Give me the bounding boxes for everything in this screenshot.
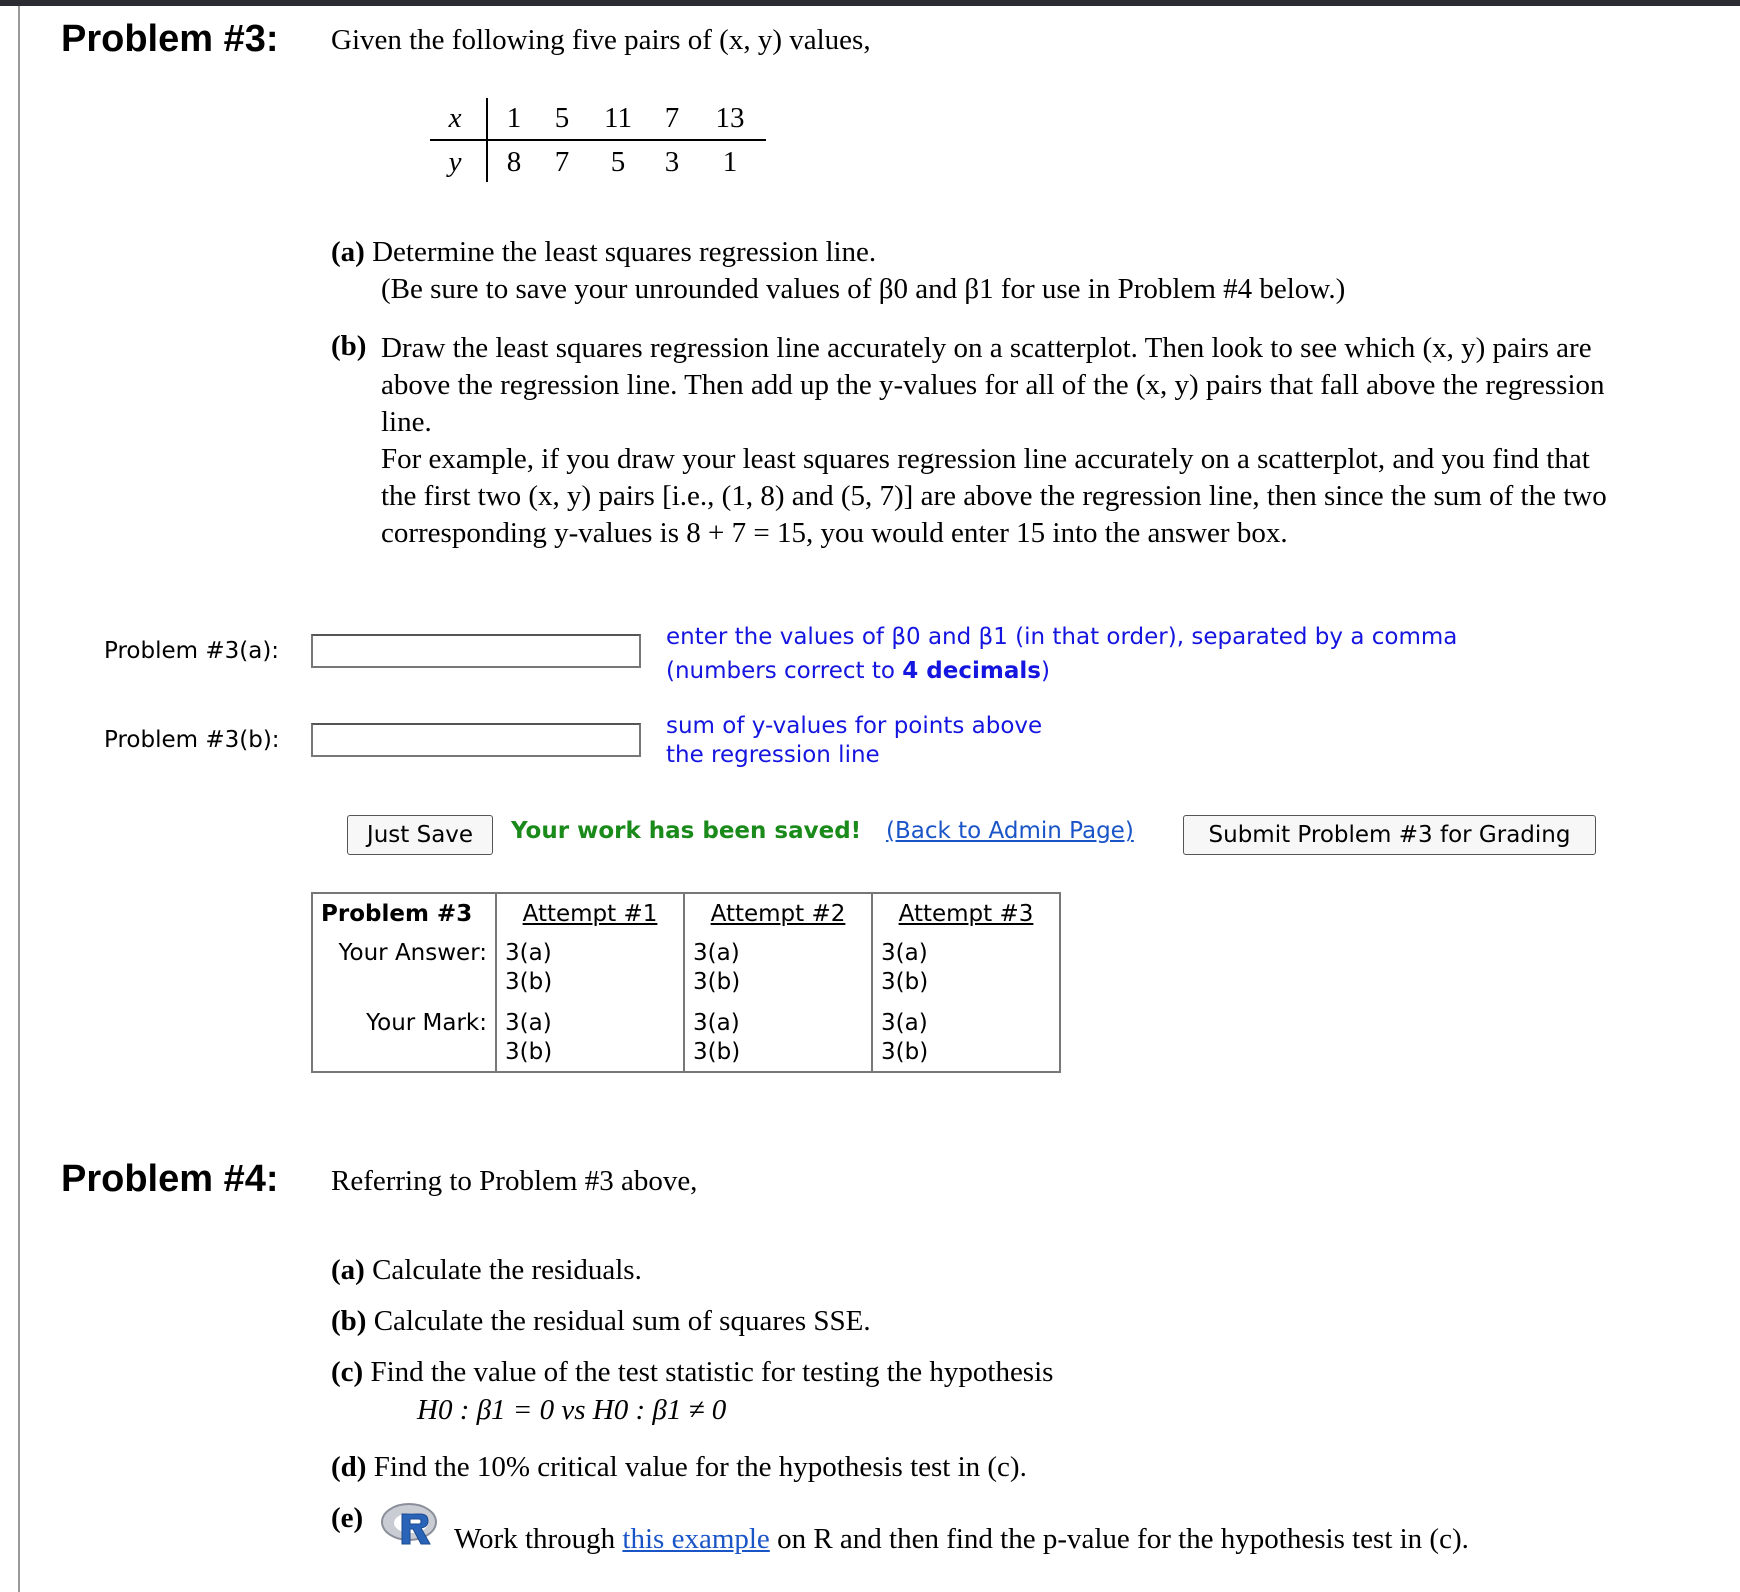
part-a-letter: (a) xyxy=(331,236,365,268)
part-b-line: corresponding y-values is 8 + 7 = 15, you would enter 15 into the answer box. xyxy=(381,517,1288,549)
answer-b-hint-line1: sum of y-values for points above xyxy=(666,713,1043,739)
table-horizontal-rule xyxy=(430,139,766,141)
problem3-title: Problem #3: xyxy=(61,18,279,60)
attempt-3-label[interactable]: Attempt #3 xyxy=(898,901,1034,927)
attempt-cell xyxy=(496,929,684,997)
problem4-title: Problem #4: xyxy=(61,1158,279,1200)
answer-a-hint xyxy=(666,620,1457,688)
x-value-cell: 13 xyxy=(715,102,745,134)
back-to-admin-link[interactable]: (Back to Admin Page) xyxy=(886,818,1134,844)
p4-part-e xyxy=(454,1523,1469,1556)
this-example-link[interactable]: this example xyxy=(622,1523,770,1555)
attempt-1-link[interactable] xyxy=(496,893,684,929)
just-save-button[interactable]: Just Save xyxy=(347,815,493,855)
hint-text: (numbers correct to xyxy=(666,658,903,684)
answer-b-hint-line2: the regression line xyxy=(666,742,880,768)
attempt-2-link[interactable] xyxy=(684,893,872,929)
p4-e-pre: Work through xyxy=(454,1523,623,1555)
hint-text: ) xyxy=(1040,658,1050,684)
y-label: y xyxy=(448,146,462,178)
cell-a: 3(a) xyxy=(693,940,740,966)
attempt-2-label[interactable]: Attempt #2 xyxy=(710,901,846,927)
r-logo-icon xyxy=(380,1500,442,1550)
attempt-cell xyxy=(496,997,684,1072)
problem4-intro: Referring to Problem #3 above, xyxy=(331,1165,698,1197)
mark-row xyxy=(312,997,1060,1072)
p4-e-letter: (e) xyxy=(331,1502,364,1534)
part-a-line2: (Be sure to save your unrounded values of β0 and β1 for use in Problem #4 below.) xyxy=(381,273,1346,305)
part-b-line: Draw the least squares regression line accurately on a scatterplot. Then look to see which (x, y) pairs are xyxy=(381,332,1592,364)
cell-b: 3(b) xyxy=(693,1039,741,1065)
p4-d-letter: (d) xyxy=(331,1451,367,1483)
answer-row xyxy=(312,929,1060,997)
x-value-cell: 5 xyxy=(554,102,570,134)
cell-b: 3(b) xyxy=(881,969,929,995)
hint-bold: 4 decimals xyxy=(902,658,1041,684)
attempts-table xyxy=(311,892,1061,1073)
answer-a-input[interactable] xyxy=(311,634,641,668)
attempt-cell xyxy=(872,929,1060,997)
part-b-letter: (b) xyxy=(331,330,367,362)
y-value-cell: 3 xyxy=(664,146,680,178)
p4-a-letter: (a) xyxy=(331,1254,365,1286)
answer-a-label: Problem #3(a): xyxy=(104,638,280,664)
cell-a: 3(a) xyxy=(881,940,928,966)
y-value-cell: 7 xyxy=(554,146,570,178)
problem3-intro: Given the following five pairs of (x, y) values, xyxy=(331,24,871,56)
attempt-1-label[interactable]: Attempt #1 xyxy=(522,901,658,927)
attempt-3-link[interactable] xyxy=(872,893,1060,929)
p4-part-d xyxy=(331,1451,1027,1484)
answer-b-label: Problem #3(b): xyxy=(104,727,280,753)
attempt-cell xyxy=(684,997,872,1072)
x-value-cell: 11 xyxy=(604,102,632,134)
p4-e-post: on R and then find the p-value for the hypothesis test in (c). xyxy=(769,1523,1469,1555)
cell-a: 3(a) xyxy=(505,1010,552,1036)
p4-c-letter: (c) xyxy=(331,1356,364,1388)
answer-a-hint-line1: enter the values of β0 and β1 (in that order), separated by a comma xyxy=(666,624,1458,650)
cell-b: 3(b) xyxy=(505,1039,553,1065)
part-b-line: the first two (x, y) pairs [i.e., (1, 8) and (5, 7)] are above the regression line, then since the sum of the two xyxy=(381,480,1607,512)
y-value-cell: 8 xyxy=(506,146,522,178)
submit-grading-button[interactable]: Submit Problem #3 for Grading xyxy=(1183,815,1596,855)
p4-a-text: Calculate the residuals. xyxy=(372,1254,642,1286)
cell-b: 3(b) xyxy=(881,1039,929,1065)
p4-b-letter: (b) xyxy=(331,1305,367,1337)
answer-a-hint-line2 xyxy=(666,654,1457,688)
y-value-cell: 1 xyxy=(722,146,738,178)
cell-a: 3(a) xyxy=(693,1010,740,1036)
part-a-line1: Determine the least squares regression line. xyxy=(372,236,877,268)
part-b-line: For example, if you draw your least squares regression line accurately on a scatterplot, and you find that xyxy=(381,443,1590,475)
cell-b: 3(b) xyxy=(693,969,741,995)
answer-b-hint xyxy=(666,712,1042,770)
p4-d-text: Find the 10% critical value for the hypothesis test in (c). xyxy=(373,1451,1027,1483)
left-border xyxy=(18,6,20,1592)
mark-row-label: Your Mark: xyxy=(366,1010,487,1036)
p4-b-text: Calculate the residual sum of squares SSE. xyxy=(373,1305,871,1337)
attempts-header-row xyxy=(312,893,1060,929)
attempt-cell xyxy=(872,997,1060,1072)
attempts-header: Problem #3 xyxy=(321,901,473,927)
attempt-cell xyxy=(684,929,872,997)
part-a xyxy=(331,236,876,269)
p4-c-text: Find the value of the test statistic for testing the hypothesis xyxy=(370,1356,1054,1388)
p4-part-c xyxy=(331,1356,1053,1389)
part-b-text xyxy=(381,330,1607,552)
cell-b: 3(b) xyxy=(505,969,553,995)
p4-part-a xyxy=(331,1254,642,1287)
y-value-cell: 5 xyxy=(610,146,626,178)
saved-message: Your work has been saved! xyxy=(511,818,862,844)
p4-part-b xyxy=(331,1305,871,1338)
cell-a: 3(a) xyxy=(881,1010,928,1036)
part-b-line: line. xyxy=(381,406,432,438)
top-border xyxy=(0,0,1740,6)
x-value-cell: 1 xyxy=(506,102,522,134)
x-value-cell: 7 xyxy=(664,102,680,134)
answer-b-input[interactable] xyxy=(311,723,641,757)
answer-row-label: Your Answer: xyxy=(338,940,487,966)
p4-hypothesis: H0 : β1 = 0 vs H0 : β1 ≠ 0 xyxy=(417,1394,727,1426)
part-b-line: above the regression line. Then add up the y-values for all of the (x, y) pairs that fall above the regression xyxy=(381,369,1605,401)
x-label: x xyxy=(448,102,462,134)
cell-a: 3(a) xyxy=(505,940,552,966)
